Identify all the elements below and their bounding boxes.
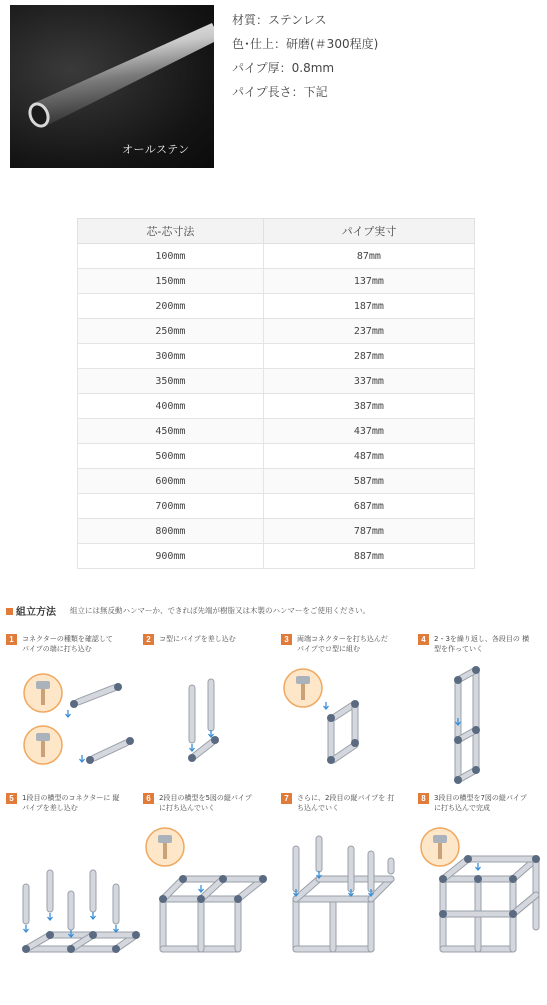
- assembly-note: 組立には無反動ハンマーか、できれば先端が樹脂又は木製のハンマーをご使用ください。: [70, 606, 370, 615]
- cell-actual-length: 87mm: [263, 244, 474, 269]
- cell-center-distance: 700mm: [78, 494, 264, 519]
- step-illustration: [143, 640, 278, 800]
- step-number: 7: [281, 793, 292, 804]
- table-row: [78, 419, 475, 444]
- cell-center-distance: 150mm: [78, 269, 264, 294]
- step-illustration: [281, 799, 416, 959]
- table-row: [78, 244, 475, 269]
- step-number: 1: [6, 634, 17, 645]
- cell-center-distance: 600mm: [78, 469, 264, 494]
- cell-center-distance: 500mm: [78, 444, 264, 469]
- cell-center-distance: 200mm: [78, 294, 264, 319]
- cell-actual-length: 487mm: [263, 444, 474, 469]
- step-number: 8: [418, 793, 429, 804]
- assembly-title: [6, 603, 56, 618]
- step-instruction: 両端コネクターを打ち込んだ パイプでロ型に組む: [297, 635, 388, 653]
- header-center-distance: 芯-芯寸法: [78, 219, 264, 244]
- table-header-row: [78, 219, 475, 244]
- cell-actual-length: 287mm: [263, 344, 474, 369]
- cell-actual-length: 237mm: [263, 319, 474, 344]
- table-row: [78, 519, 475, 544]
- spec-list: [232, 8, 378, 104]
- cell-center-distance: 100mm: [78, 244, 264, 269]
- table-row: [78, 369, 475, 394]
- step-instruction: さらに、2段目の縦パイプを 打ち込んでいく: [297, 794, 395, 812]
- header-actual-length: パイプ実寸: [263, 219, 474, 244]
- table-row: [78, 444, 475, 469]
- step-illustration: [143, 799, 278, 959]
- step-instruction: 2段目の横型を5図の縦パイプ に打ち込んでいく: [159, 794, 252, 812]
- step-number: 2: [143, 634, 154, 645]
- step-illustration: [418, 640, 547, 800]
- step-instruction: コ型にパイプを差し込む: [159, 635, 236, 643]
- cell-center-distance: 250mm: [78, 319, 264, 344]
- table-row: [78, 469, 475, 494]
- step-number: 4: [418, 634, 429, 645]
- step-number: 3: [281, 634, 292, 645]
- step-instruction: 3段目の横型を7図の縦パイプ に打ち込んで完成: [434, 794, 527, 812]
- cell-actual-length: 187mm: [263, 294, 474, 319]
- cell-actual-length: 587mm: [263, 469, 474, 494]
- cell-actual-length: 137mm: [263, 269, 474, 294]
- cell-center-distance: 800mm: [78, 519, 264, 544]
- table-row: [78, 494, 475, 519]
- spec-length: パイプ長さ：下記: [232, 85, 328, 99]
- photo-caption: オールステン: [122, 143, 190, 156]
- cell-actual-length: 787mm: [263, 519, 474, 544]
- cell-center-distance: 300mm: [78, 344, 264, 369]
- square-icon: [6, 608, 13, 615]
- step-number: 5: [6, 793, 17, 804]
- step-illustration: [6, 640, 141, 800]
- cell-actual-length: 887mm: [263, 544, 474, 569]
- table-body: [78, 244, 475, 569]
- spec-finish: 色･仕上：研磨(＃300程度): [232, 37, 379, 51]
- cell-actual-length: 387mm: [263, 394, 474, 419]
- product-photo: [10, 5, 214, 168]
- cell-actual-length: 337mm: [263, 369, 474, 394]
- step-illustration: [418, 799, 547, 959]
- spec-material: 材質：ステンレス: [232, 13, 327, 27]
- table-row: [78, 344, 475, 369]
- cell-center-distance: 900mm: [78, 544, 264, 569]
- table-row: [78, 269, 475, 294]
- cell-actual-length: 687mm: [263, 494, 474, 519]
- cell-center-distance: 400mm: [78, 394, 264, 419]
- step-number: 6: [143, 793, 154, 804]
- step-illustration: [6, 799, 141, 959]
- step-instruction: 1段目の横型のコネクターに 縦パイプを差し込む: [22, 794, 120, 812]
- cell-actual-length: 437mm: [263, 419, 474, 444]
- cell-center-distance: 450mm: [78, 419, 264, 444]
- step-instruction: コネクターの種類を確認して パイプの端に打ち込む: [22, 635, 113, 653]
- cell-center-distance: 350mm: [78, 369, 264, 394]
- spec-thickness: パイプ厚：0.8mm: [232, 61, 335, 75]
- pipe-size-table: [77, 218, 475, 569]
- step-illustration: [281, 640, 416, 800]
- table-row: [78, 294, 475, 319]
- table-row: [78, 544, 475, 569]
- table-row: [78, 394, 475, 419]
- assembly-title-text: 組立方法: [16, 607, 56, 618]
- table-row: [78, 319, 475, 344]
- step-instruction: 2・3を繰り返し、各段目の 横型を作っていく: [434, 635, 530, 653]
